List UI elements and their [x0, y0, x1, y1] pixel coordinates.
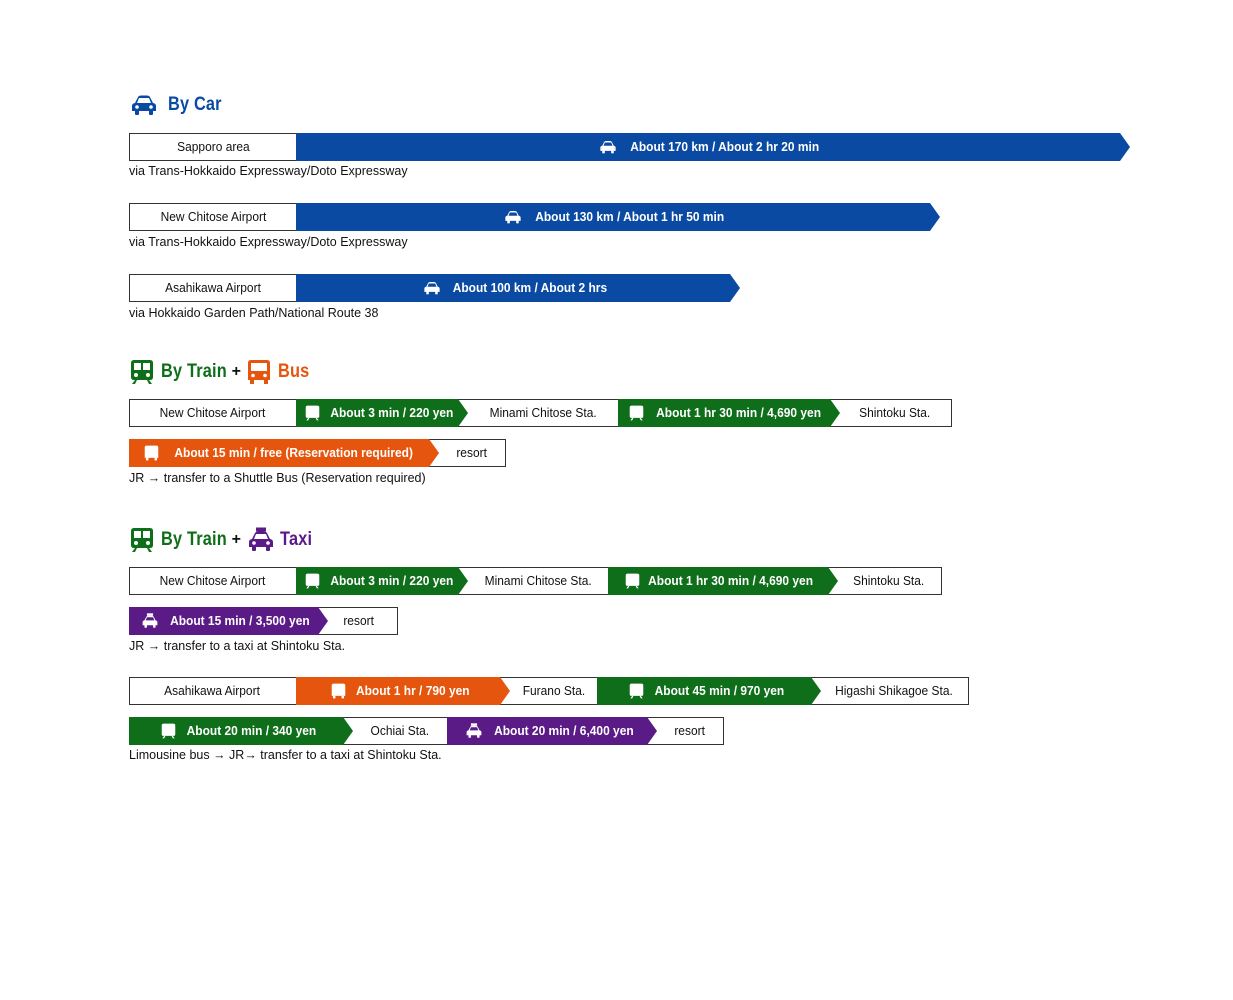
taxi-segment: About 15 min / 3,500 yen: [129, 607, 328, 635]
train-segment: About 3 min / 220 yen: [296, 567, 468, 595]
train-icon: [130, 358, 154, 386]
train-taxi-route2-row2: [129, 717, 724, 745]
section-by-train-taxi: [130, 523, 317, 557]
train-taxi-route2-row1: [129, 677, 969, 705]
train-segment: About 45 min / 970 yen: [597, 677, 821, 705]
section-by-train-bus: [130, 355, 314, 389]
train-icon: [625, 573, 640, 589]
train-icon: [629, 683, 644, 699]
section-title-taxi: Taxi: [279, 529, 313, 550]
route-note: Limousine bus → JR→ transfer to a taxi at Shintoku Sta.: [129, 748, 442, 762]
car-segment: About 100 km / About 2 hrs: [296, 274, 740, 302]
car-segment: About 130 km / About 1 hr 50 min: [296, 203, 940, 231]
taxi-segment: About 20 min / 6,400 yen: [447, 717, 657, 745]
destination-label: resort: [674, 723, 705, 738]
destination-label: resort: [343, 613, 375, 628]
car-icon: [504, 210, 522, 224]
origin-box: Asahikawa Airport: [129, 274, 297, 302]
origin-label: New Chitose Airport: [159, 405, 266, 420]
section-title-bus: Bus: [277, 361, 310, 382]
car-route-sapporo: [129, 133, 1131, 161]
route-note: JR → transfer to a taxi at Shintoku Sta.: [129, 639, 346, 653]
car-route-new-chitose: [129, 203, 941, 231]
car-segment: About 170 km / About 2 hr 20 min: [296, 133, 1130, 161]
car-icon: [130, 93, 158, 117]
section-by-car: [130, 88, 230, 122]
taxi-icon: [247, 526, 275, 554]
destination-label: resort: [456, 445, 487, 460]
train-taxi-route1-row1: [129, 567, 942, 595]
stop-label: Higashi Shikagoe Sta.: [835, 683, 953, 698]
taxi-icon: [465, 723, 483, 739]
bus-icon: [144, 445, 159, 461]
train-icon: [629, 405, 644, 421]
car-route-asahikawa: [129, 274, 741, 302]
train-segment: About 1 hr 30 min / 4,690 yen: [608, 567, 838, 595]
train-icon: [130, 526, 154, 554]
stop-label: Ochiai Sta.: [370, 723, 430, 738]
bus-icon: [247, 358, 271, 386]
route-note: via Trans-Hokkaido Expressway/Doto Expressway: [129, 235, 408, 249]
section-title-train: By Train: [161, 361, 227, 382]
stop-label: Shintoku Sta.: [853, 573, 925, 588]
train-taxi-route1-row2: [129, 607, 398, 635]
bus-segment: About 1 hr / 790 yen: [296, 677, 510, 705]
taxi-icon: [141, 613, 159, 629]
origin-box: New Chitose Airport: [129, 203, 297, 231]
stop-label: Shintoku Sta.: [859, 405, 931, 420]
stop-label: Furano Sta.: [522, 683, 585, 698]
stop-label: Minami Chitose Sta.: [489, 405, 597, 420]
section-title-train: By Train: [161, 529, 227, 550]
car-icon: [423, 281, 441, 295]
train-bus-route-row2: [129, 439, 506, 467]
route-note: JR → transfer to a Shuttle Bus (Reservation required): [129, 471, 426, 485]
plus-sign: +: [231, 531, 241, 548]
route-note: via Hokkaido Garden Path/National Route 38: [129, 306, 379, 320]
train-bus-route-row1: [129, 399, 952, 427]
train-segment: About 3 min / 220 yen: [296, 399, 468, 427]
route-note: via Trans-Hokkaido Expressway/Doto Expressway: [129, 164, 408, 178]
bus-icon: [331, 683, 346, 699]
origin-label: New Chitose Airport: [159, 573, 266, 588]
train-icon: [305, 573, 320, 589]
train-segment: About 20 min / 340 yen: [129, 717, 353, 745]
train-icon: [305, 405, 320, 421]
train-segment: About 1 hr 30 min / 4,690 yen: [618, 399, 840, 427]
stop-label: Minami Chitose Sta.: [484, 573, 592, 588]
bus-segment: About 15 min / free (Reservation required): [129, 439, 439, 467]
train-icon: [161, 723, 176, 739]
plus-sign: +: [231, 363, 241, 380]
section-title-car: By Car: [168, 94, 222, 115]
car-icon: [599, 140, 617, 154]
origin-label: Asahikawa Airport: [164, 683, 261, 698]
origin-box: Sapporo area: [129, 133, 297, 161]
